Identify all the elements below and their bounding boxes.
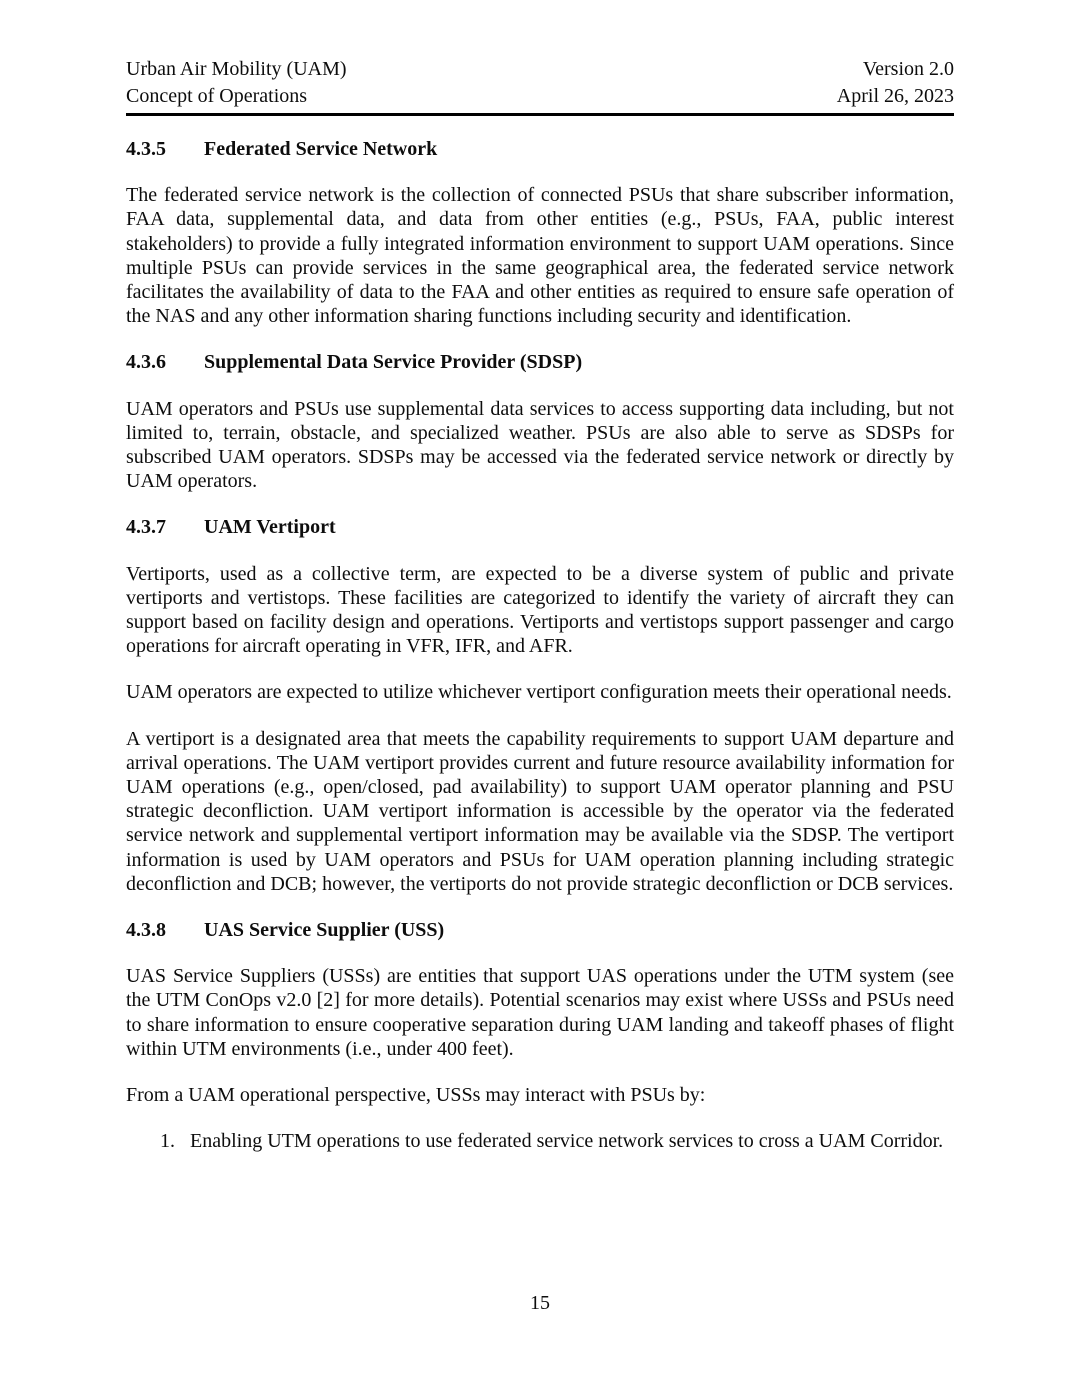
section-heading — [126, 515, 954, 539]
header-right-block — [837, 56, 954, 110]
section-title: UAM Vertiport — [204, 516, 336, 539]
paragraph: The federated service network is the collection of connected PSUs that share subscriber information, FAA data, supplemental data, and data from other entities (e.g., PSUs, FAA, public interest stakeholders) to provide a fully integrated information environment to support UAM operations. Since multiple PSUs can provide services in the same geographical area, the federated service network facilitates the availability of data to the FAA and other entities as required to ensure safe operation of the NAS and any other information sharing functions including security and identification. — [126, 184, 954, 328]
section-heading — [126, 918, 954, 942]
list-item-text: Enabling UTM operations to use federated service network services to cross a UAM Corridor. — [190, 1130, 944, 1153]
paragraph: Vertiports, used as a collective term, are expected to be a diverse system of public and private vertiports and vertistops. These facilities are categorized to identify the variety of aircraft they can support based on facility design and operations. Vertiports and vertistops support passenger and cargo operations for aircraft operating in VFR, IFR, and AFR. — [126, 562, 954, 658]
paragraph: UAM operators and PSUs use supplemental data services to access supporting data including, but not limited to, terrain, obstacle, and specialized weather. PSUs are also able to serve as SDSPs for subscribed UAM operators. SDSPs may be accessed via the federated service network or directly by UAM operators. — [126, 397, 954, 493]
page-number: 15 — [530, 1292, 550, 1314]
section-number: 4.3.6 — [126, 351, 166, 374]
paragraph: UAM operators are expected to utilize whichever vertiport configuration meets their operational needs. — [126, 681, 952, 704]
numbered-list — [126, 1129, 954, 1153]
header-doc-title: Urban Air Mobility (UAM) — [126, 58, 347, 80]
header-date: April 26, 2023 — [836, 85, 954, 107]
section-heading — [126, 350, 954, 374]
section-uam-vertiport — [126, 515, 954, 896]
paragraph: UAS Service Suppliers (USSs) are entities that support UAS operations under the UTM system (see the UTM ConOps v2.0 [2] for more details). Potential scenarios may exist where USSs and PSUs need to share information to ensure cooperative separation during UAM landing and takeoff phases of flight within UTM environments (i.e., under 400 feet). — [126, 965, 954, 1060]
section-title: UAS Service Supplier (USS) — [204, 919, 445, 942]
page-header — [126, 56, 954, 110]
section-title: Supplemental Data Service Provider (SDSP) — [204, 351, 583, 374]
header-version: Version 2.0 — [862, 58, 954, 80]
list-item-marker: 1. — [160, 1130, 175, 1153]
section-number: 4.3.7 — [126, 516, 166, 539]
section-federated-service-network — [126, 137, 954, 328]
header-doc-subtitle: Concept of Operations — [126, 85, 308, 107]
paragraph: From a UAM operational perspective, USSs may interact with PSUs by: — [126, 1084, 706, 1107]
section-heading — [126, 137, 954, 161]
header-rule — [126, 113, 954, 116]
list-item — [126, 1129, 954, 1153]
paragraph: A vertiport is a designated area that meets the capability requirements to support UAM departure and arrival operations. The UAM vertiport provides current and future resource availability information for UAM operations (e.g., open/closed, pad availability) to support UAM operator planning and PSU strategic deconfliction. UAM vertiport information is accessible by the operator via the federated service network and supplemental vertiport information may be available via the SDSP. The vertiport information is used by UAM operators and PSUs for UAM operation planning including strategic deconfliction and DCB; however, the vertiports do not provide strategic deconfliction or DCB services. — [126, 727, 954, 895]
section-title: Federated Service Network — [204, 138, 438, 160]
section-number: 4.3.5 — [126, 138, 166, 160]
section-uss — [126, 918, 954, 1153]
header-left-block — [126, 56, 347, 110]
section-number: 4.3.8 — [126, 919, 166, 942]
section-sdsp — [126, 350, 954, 493]
